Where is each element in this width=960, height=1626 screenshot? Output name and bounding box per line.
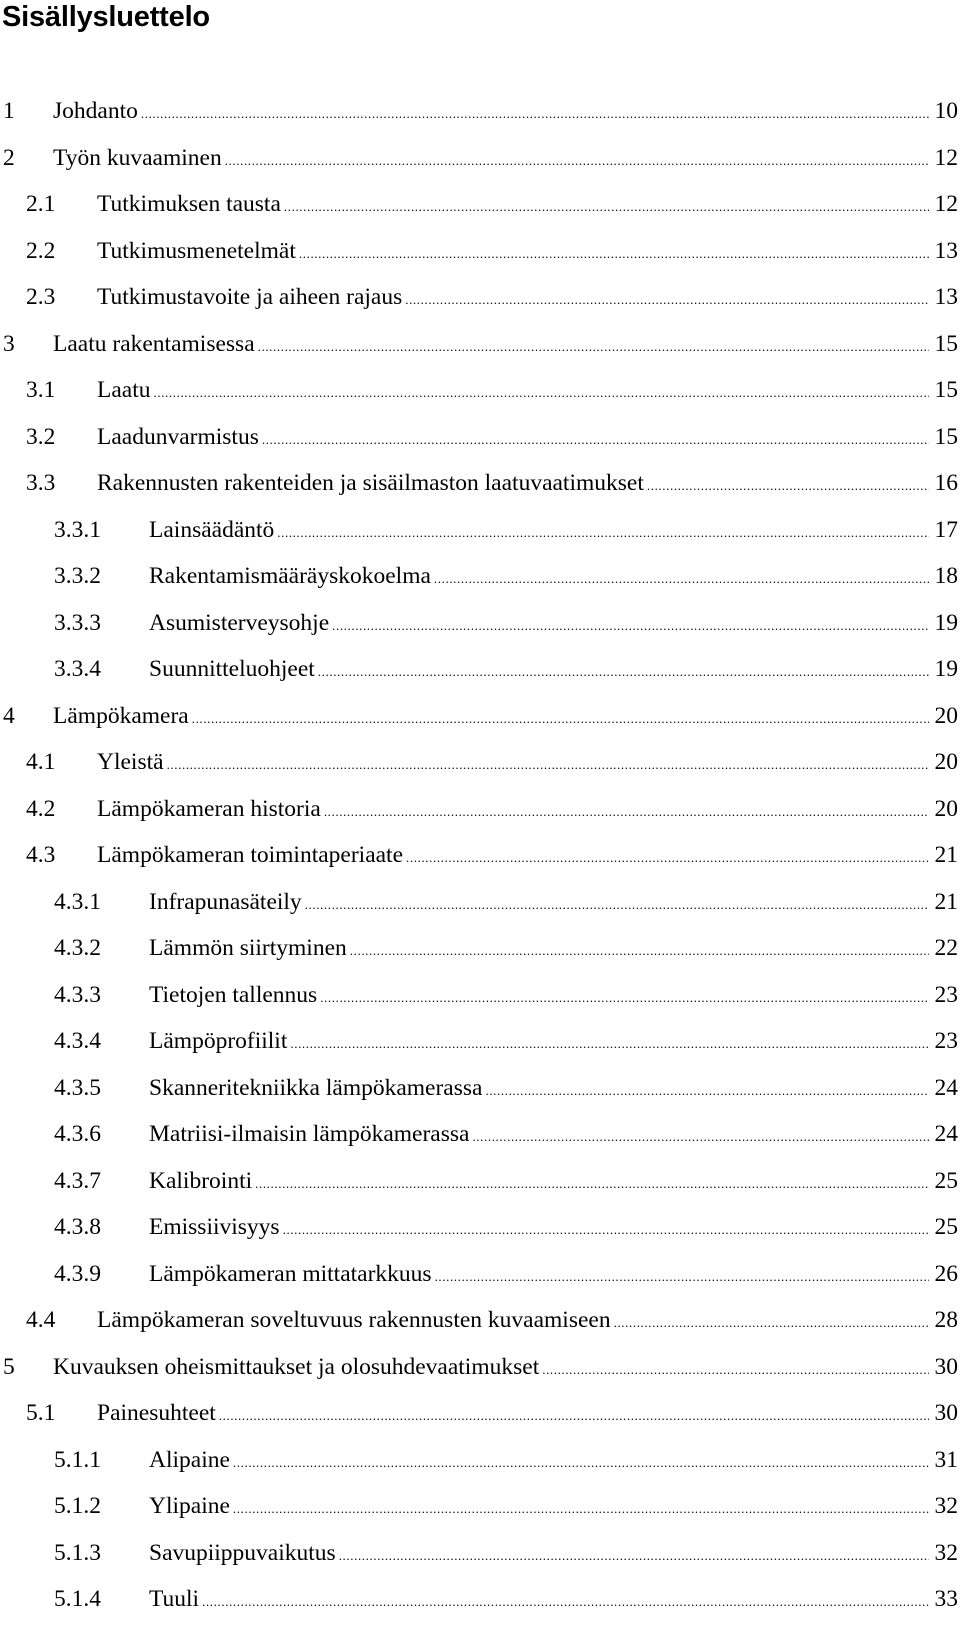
toc-entry-number: 4.3.1	[54, 888, 101, 915]
toc-entry-number: 4.3.9	[54, 1260, 101, 1287]
toc-entry[interactable]	[0, 739, 958, 786]
toc-dot-leader	[219, 1393, 929, 1440]
toc-entry[interactable]	[0, 646, 958, 693]
toc-entry-title: Rakentamismääräyskokoelma	[149, 563, 431, 589]
toc-entry-number: 3.3.1	[54, 516, 101, 543]
toc-entry-title: Kalibrointi	[149, 1167, 253, 1194]
toc-dot-leader	[262, 417, 929, 464]
toc-dot-leader	[225, 138, 929, 185]
toc-dot-leader	[320, 975, 929, 1022]
toc-entry[interactable]	[0, 321, 958, 368]
toc-dot-leader	[405, 277, 929, 324]
toc-entry-title: Yleistä	[97, 749, 164, 775]
toc-entry[interactable]	[0, 1251, 958, 1298]
toc-entry-title: Tutkimusmenetelmät	[97, 237, 296, 264]
toc-entry-page-number: 12	[934, 191, 958, 217]
toc-dot-leader	[339, 1533, 929, 1580]
toc-entry-title: Rakennusten rakenteiden ja sisäilmaston laatuvaatimukset	[97, 470, 644, 496]
toc-dot-leader	[485, 1068, 929, 1115]
toc-entry-title: Painesuhteet	[97, 1400, 216, 1426]
toc-entry-number: 4	[3, 702, 15, 729]
toc-entry[interactable]	[0, 274, 958, 321]
toc-entry-number: 3.1	[26, 377, 56, 403]
toc-entry-number: 4.3.3	[54, 981, 101, 1008]
toc-entry-number: 4.3.4	[54, 1028, 101, 1054]
toc-entry-page-number: 18	[934, 563, 958, 589]
toc-dot-leader	[435, 1254, 929, 1301]
toc-entry-page-number: 32	[934, 1493, 958, 1519]
toc-entry-page-number: 20	[934, 795, 958, 822]
toc-entry-title: Infrapunasäteily	[149, 888, 302, 915]
toc-entry-title: Laadunvarmistus	[97, 423, 259, 450]
toc-entry-page-number: 24	[934, 1074, 958, 1101]
toc-entry-title: Lämpöprofiilit	[149, 1028, 288, 1054]
toc-entry[interactable]	[0, 414, 958, 461]
toc-dot-leader	[192, 696, 929, 743]
toc-entry[interactable]	[0, 1158, 958, 1205]
toc-entry[interactable]	[0, 1111, 958, 1158]
toc-dot-leader	[434, 556, 929, 603]
toc-entry-title: Tietojen tallennus	[149, 981, 318, 1008]
toc-entry-page-number: 17	[934, 516, 958, 543]
toc-entry-page-number: 30	[934, 1353, 958, 1380]
toc-entry[interactable]	[0, 879, 958, 926]
toc-dot-leader	[614, 1300, 929, 1347]
toc-dot-leader	[542, 1347, 929, 1394]
toc-dot-leader	[332, 603, 929, 650]
toc-entry-number: 4.3.7	[54, 1167, 101, 1194]
toc-entry-number: 3.3	[26, 470, 56, 496]
toc-entry-page-number: 19	[934, 609, 958, 636]
toc-dot-leader	[233, 1440, 929, 1487]
toc-entry[interactable]	[0, 1576, 958, 1623]
toc-entry[interactable]	[0, 1344, 958, 1391]
toc-entry-number: 5.1.2	[54, 1493, 101, 1519]
toc-dot-leader	[472, 1114, 929, 1161]
toc-entry-number: 1	[3, 98, 15, 124]
toc-dot-leader	[141, 91, 929, 138]
toc-entry-page-number: 22	[934, 935, 958, 961]
toc-dot-leader	[283, 1207, 929, 1254]
toc-entry[interactable]	[0, 507, 958, 554]
toc-entry[interactable]	[0, 228, 958, 275]
toc-entry[interactable]	[0, 1204, 958, 1251]
toc-entry-page-number: 15	[934, 423, 958, 450]
toc-entry-number: 3.3.4	[54, 656, 101, 682]
toc-entry-page-number: 24	[934, 1121, 958, 1147]
toc-entry-number: 5.1.3	[54, 1539, 101, 1566]
toc-dot-leader	[290, 1021, 929, 1068]
toc-entry-page-number: 20	[934, 749, 958, 775]
toc-entry[interactable]	[0, 832, 958, 879]
toc-entry-title: Lämpökameran mittatarkkuus	[149, 1260, 432, 1287]
toc-entry-title: Laatu rakentamisessa	[53, 330, 255, 357]
toc-entry-title: Tutkimuksen tausta	[97, 191, 281, 217]
toc-entry-title: Laatu	[97, 377, 151, 403]
toc-entry-title: Skanneritekniikka lämpökamerassa	[149, 1074, 483, 1101]
toc-entry[interactable]	[0, 972, 958, 1019]
toc-dot-leader	[233, 1486, 929, 1533]
toc-entry-page-number: 21	[934, 842, 958, 868]
toc-dot-leader	[154, 370, 930, 417]
toc-entry-number: 4.3.5	[54, 1074, 101, 1101]
toc-entry-page-number: 28	[934, 1307, 958, 1333]
toc-entry-page-number: 15	[934, 330, 958, 357]
toc-entry-title: Lämmön siirtyminen	[149, 935, 347, 961]
toc-entry[interactable]	[0, 135, 958, 182]
toc-dot-leader	[167, 742, 929, 789]
toc-entry-number: 3	[3, 330, 15, 357]
toc-entry-number: 2.1	[26, 191, 56, 217]
toc-dot-leader	[202, 1579, 929, 1626]
toc-entry-title: Suunnitteluohjeet	[149, 656, 315, 682]
toc-entry-number: 5.1.1	[54, 1446, 101, 1473]
toc-entry-page-number: 30	[934, 1400, 958, 1426]
toc-entry-page-number: 32	[934, 1539, 958, 1566]
table-of-contents	[0, 88, 958, 1623]
toc-entry-title: Tutkimustavoite ja aiheen rajaus	[97, 284, 403, 310]
page-title: Sisällysluettelo	[2, 1, 210, 33]
toc-entry-page-number: 20	[934, 702, 958, 729]
toc-entry-title: Lämpökameran toimintaperiaate	[97, 842, 404, 868]
toc-entry[interactable]	[0, 1483, 958, 1530]
toc-entry-page-number: 23	[934, 1028, 958, 1054]
toc-dot-leader	[305, 882, 929, 929]
toc-entry-page-number: 31	[934, 1446, 958, 1473]
toc-entry-number: 4.3.2	[54, 935, 101, 961]
toc-entry-page-number: 13	[934, 284, 958, 310]
toc-entry-title: Matriisi-ilmaisin lämpökamerassa	[149, 1121, 470, 1147]
toc-entry-number: 2.2	[26, 237, 56, 264]
toc-entry-title: Emissiivisyys	[149, 1214, 280, 1240]
toc-entry-title: Kuvauksen oheismittaukset ja olosuhdevaatimukset	[53, 1353, 540, 1380]
toc-entry-page-number: 12	[934, 144, 958, 171]
toc-entry-page-number: 16	[934, 470, 958, 496]
toc-entry-title: Lämpökameran soveltuvuus rakennusten kuvaamiseen	[97, 1307, 611, 1333]
toc-entry-number: 5	[3, 1353, 15, 1380]
toc-entry[interactable]	[0, 460, 958, 507]
toc-dot-leader	[406, 835, 929, 882]
toc-entry-title: Asumisterveysohje	[149, 609, 330, 636]
toc-entry[interactable]	[0, 1018, 958, 1065]
toc-entry-page-number: 26	[934, 1260, 958, 1287]
toc-entry-page-number: 13	[934, 237, 958, 264]
toc-entry-number: 4.3.6	[54, 1121, 101, 1147]
toc-entry-page-number: 19	[934, 656, 958, 682]
toc-entry-page-number: 33	[934, 1586, 958, 1612]
toc-entry-title: Johdanto	[53, 98, 138, 124]
toc-dot-leader	[299, 231, 929, 278]
toc-entry-title: Ylipaine	[149, 1493, 230, 1519]
toc-dot-leader	[277, 510, 929, 557]
toc-dot-leader	[647, 463, 929, 510]
toc-entry-page-number: 25	[934, 1214, 958, 1240]
toc-entry-number: 5.1.4	[54, 1586, 101, 1612]
toc-entry-number: 4.3	[26, 842, 56, 868]
toc-entry-number: 3.3.3	[54, 609, 101, 636]
toc-entry[interactable]	[0, 88, 958, 135]
toc-entry[interactable]	[0, 553, 958, 600]
toc-entry[interactable]	[0, 1297, 958, 1344]
toc-entry-number: 4.2	[26, 795, 56, 822]
toc-entry-title: Lämpökameran historia	[97, 795, 321, 822]
toc-entry[interactable]	[0, 600, 958, 647]
toc-entry-page-number: 21	[934, 888, 958, 915]
toc-dot-leader	[258, 324, 929, 371]
toc-entry[interactable]	[0, 1065, 958, 1112]
toc-entry-number: 3.3.2	[54, 563, 101, 589]
toc-entry-title: Savupiippuvaikutus	[149, 1539, 336, 1566]
toc-entry-number: 2	[3, 144, 15, 171]
toc-dot-leader	[350, 928, 929, 975]
toc-entry-number: 4.3.8	[54, 1214, 101, 1240]
toc-entry-page-number: 15	[934, 377, 958, 403]
toc-dot-leader	[324, 789, 929, 836]
toc-entry-number: 3.2	[26, 423, 56, 450]
toc-entry-title: Alipaine	[149, 1446, 230, 1473]
toc-entry-number: 5.1	[26, 1400, 56, 1426]
toc-entry-number: 4.4	[26, 1307, 56, 1333]
toc-dot-leader	[284, 184, 929, 231]
toc-entry-title: Lainsäädäntö	[149, 516, 275, 543]
toc-entry[interactable]	[0, 1530, 958, 1577]
toc-entry-number: 2.3	[26, 284, 56, 310]
toc-entry-number: 4.1	[26, 749, 56, 775]
toc-entry-title: Lämpökamera	[53, 702, 189, 729]
toc-entry[interactable]	[0, 1437, 958, 1484]
toc-entry[interactable]	[0, 181, 958, 228]
toc-entry-page-number: 25	[934, 1167, 958, 1194]
toc-entry-page-number: 23	[934, 981, 958, 1008]
toc-entry[interactable]	[0, 1390, 958, 1437]
toc-dot-leader	[255, 1161, 929, 1208]
toc-dot-leader	[318, 649, 929, 696]
toc-entry-title: Työn kuvaaminen	[53, 144, 222, 171]
toc-entry-page-number: 10	[934, 98, 958, 124]
toc-entry-title: Tuuli	[149, 1586, 200, 1612]
toc-entry[interactable]	[0, 693, 958, 740]
toc-entry[interactable]	[0, 786, 958, 833]
toc-entry[interactable]	[0, 925, 958, 972]
toc-entry[interactable]	[0, 367, 958, 414]
